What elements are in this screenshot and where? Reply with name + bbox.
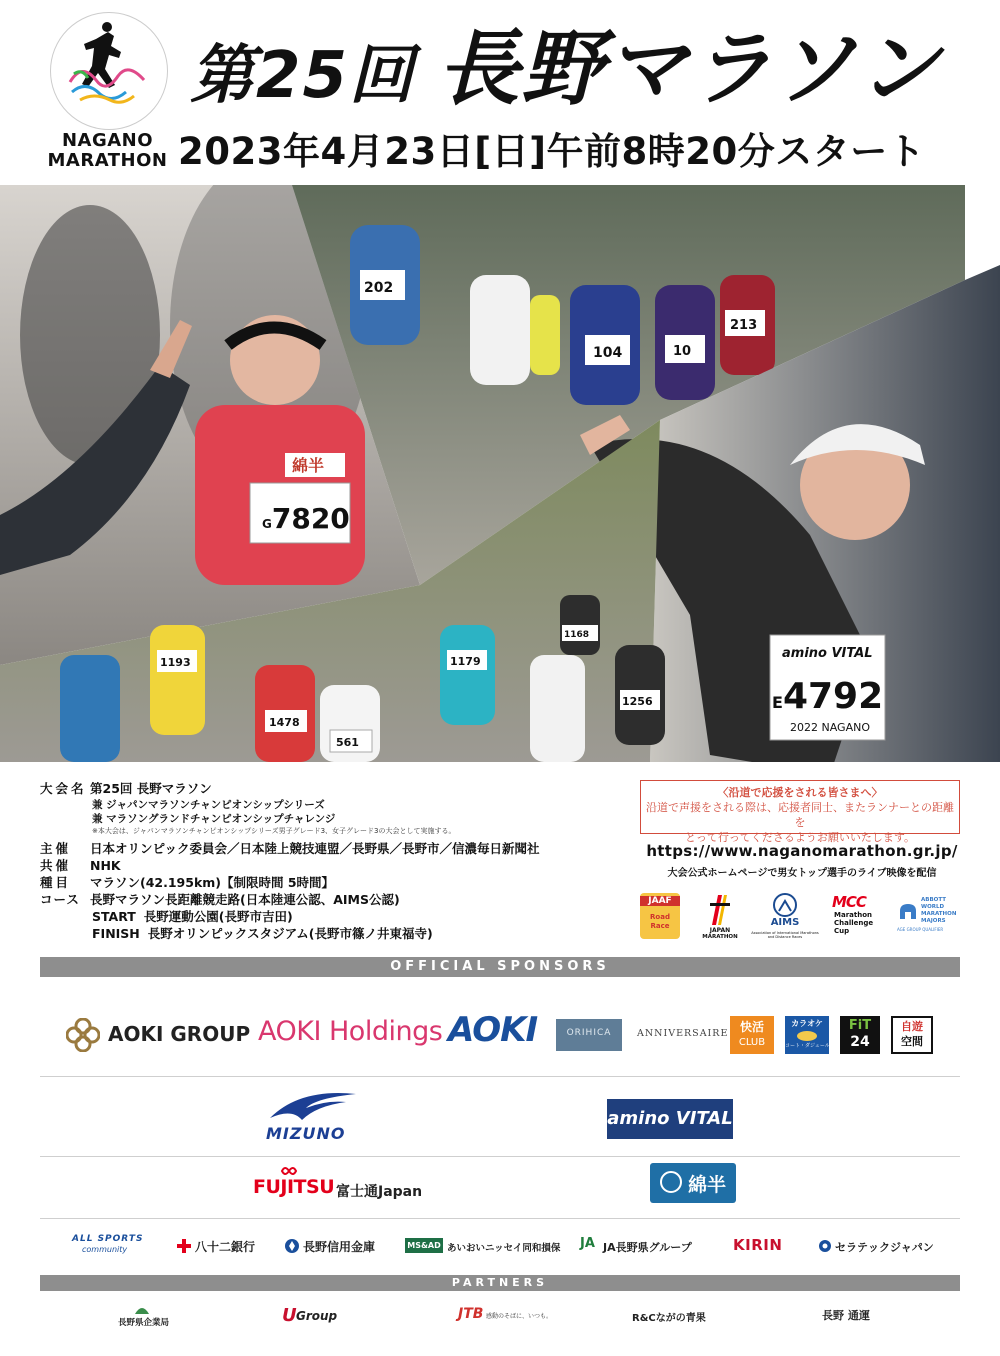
website-url[interactable]: https://www.naganomarathon.gr.jp/ bbox=[646, 842, 958, 860]
svg-text:1256: 1256 bbox=[622, 695, 653, 708]
svg-text:561: 561 bbox=[336, 736, 359, 749]
svg-text:2022 NAGANO: 2022 NAGANO bbox=[790, 721, 870, 734]
ugroup-logo: Group bbox=[296, 1309, 338, 1323]
co-host-key: 共催 bbox=[40, 858, 72, 873]
finish-row bbox=[92, 925, 433, 942]
series-line-1: 兼 ジャパンマラソンチャンピオンシップシリーズ bbox=[92, 799, 325, 811]
fit24-logo: FiT 24 bbox=[840, 1016, 880, 1054]
nagano-kigyo-logo: 長野県企業局 bbox=[118, 1318, 170, 1328]
aims-runner-icon bbox=[771, 893, 799, 917]
aoki-group-logo: AOKI GROUP bbox=[108, 1022, 251, 1046]
grade-note: ※本大会は、ジャパンマラソンチャンピオンシップシリーズ男子グレード3、女子グレード3の大会として実施する。 bbox=[92, 827, 456, 835]
host-value: 日本オリンピック委員会／日本陸上競技連盟／長野県／長野市／信濃毎日新聞社 bbox=[90, 841, 540, 856]
svg-text:綿半: 綿半 bbox=[292, 456, 325, 475]
start-label: START bbox=[92, 909, 136, 924]
ceratec-mark-icon bbox=[818, 1239, 832, 1253]
live-stream-note: 大会公式ホームページで男女トップ選手のライブ映像を配信 bbox=[667, 868, 937, 879]
svg-text:E4792: E4792 bbox=[772, 676, 884, 717]
series-line-2: 兼 マラソングランドチャンピオンシップチャレンジ bbox=[92, 813, 336, 825]
cheering-notice-heading: 〈沿道で応援をされる皆さまへ〉 bbox=[717, 786, 883, 799]
event-name-value: 第25回 長野マラソン bbox=[90, 781, 212, 796]
svg-text:1179: 1179 bbox=[450, 655, 481, 668]
kirin-logo: KIRIN bbox=[733, 1236, 783, 1254]
course-value: 長野マラソン長距離競走路(日本陸連公認、AIMS公認) bbox=[90, 892, 400, 907]
svg-text:10: 10 bbox=[673, 344, 692, 359]
event-title bbox=[190, 18, 980, 122]
finish-label: FINISH bbox=[92, 926, 140, 941]
nagano-tsuun-logo: 長野 通運 bbox=[822, 1309, 870, 1322]
jtb-tagline: 感動のそばに、いつも。 bbox=[486, 1313, 553, 1320]
event-row bbox=[40, 874, 334, 891]
mizuno-logo: MIZUNO bbox=[266, 1124, 346, 1143]
all-sports-community-sub: community bbox=[82, 1245, 128, 1254]
svg-text:amino VITAL: amino VITAL bbox=[782, 646, 873, 661]
finish-value: 長野オリンピックスタジアム(長野市篠ノ井東福寺) bbox=[147, 926, 433, 941]
host-row bbox=[40, 840, 540, 857]
svg-text:1193: 1193 bbox=[160, 656, 191, 669]
sponsor-divider-2 bbox=[40, 1156, 960, 1157]
watahan-mark-icon bbox=[660, 1171, 682, 1193]
japan-marathon-icon bbox=[700, 893, 740, 927]
start-value: 長野運動公園(長野市吉田) bbox=[143, 909, 293, 924]
jtb-logo: JTB bbox=[458, 1306, 484, 1322]
cheering-notice-line-1: 沿道で声援をされる際は、応援者同士、またランナーとの距離を bbox=[646, 801, 954, 829]
svg-text:G7820: G7820 bbox=[262, 502, 350, 535]
edition-label: 第25回 bbox=[190, 39, 416, 113]
fujitsu-japan-logo: 富士通Japan bbox=[336, 1184, 423, 1200]
ja-nagano-logo: JA長野県グループ bbox=[603, 1241, 692, 1254]
start-date-line: 2023年4月23日[日]午前8時20分スタート bbox=[178, 130, 926, 173]
svg-text:202: 202 bbox=[364, 280, 394, 296]
abbott-wmm-logo: ABBOTT WORLD MARATHON MAJORS AGE GROUP QUALIFIER bbox=[897, 897, 957, 932]
amino-vital-logo: amino VITAL bbox=[607, 1099, 733, 1139]
aims-logo: AIMS Association of International Marathons and Distance Races bbox=[755, 893, 815, 943]
abbott-icon bbox=[897, 901, 919, 923]
title-text: 長野マラソン bbox=[437, 22, 942, 117]
sponsor-divider-3 bbox=[40, 1218, 960, 1219]
co-host-value: NHK bbox=[90, 858, 121, 873]
logo-word-marathon: MARATHON bbox=[47, 150, 168, 171]
fujitsu-infinity-icon bbox=[280, 1164, 298, 1178]
event-value: マラソン(42.195km)【制限時間 5時間】 bbox=[90, 875, 335, 890]
event-name-row bbox=[40, 780, 212, 797]
svg-text:104: 104 bbox=[593, 345, 623, 361]
svg-text:213: 213 bbox=[730, 318, 758, 333]
co-host-row bbox=[40, 857, 121, 874]
kigyo-mark-icon bbox=[134, 1303, 150, 1315]
event-key: 種目 bbox=[40, 875, 72, 890]
start-row bbox=[92, 908, 293, 925]
aioi-nissay-logo: あいおいニッセイ同和損保 bbox=[447, 1243, 561, 1254]
mizuno-runbird-icon bbox=[268, 1090, 358, 1126]
japan-marathon-logo: JAPAN MARATHON bbox=[700, 893, 740, 943]
partners-bar: PARTNERS bbox=[40, 1275, 960, 1291]
runner-icon bbox=[50, 12, 166, 128]
aoki-holdings-logo: AOKI Holdings bbox=[258, 1016, 443, 1047]
all-sports-community-logo: ALL SPORTS bbox=[72, 1234, 144, 1244]
watahan-logo: 綿半 bbox=[650, 1163, 736, 1203]
course-key: コース bbox=[40, 892, 80, 907]
aoki-logo: AOKI bbox=[448, 1010, 538, 1050]
official-sponsors-bar: OFFICIAL SPONSORS bbox=[40, 957, 960, 977]
svg-text:1168: 1168 bbox=[564, 630, 590, 640]
hachijuni-bank-logo: 八十二銀行 bbox=[195, 1240, 256, 1254]
fujitsu-logo: FUJITSU bbox=[253, 1176, 335, 1198]
kaikatsu-club-logo: 快活 CLUB bbox=[730, 1016, 774, 1054]
event-name-key: 大会名 bbox=[40, 781, 87, 796]
cheering-notice bbox=[640, 780, 960, 844]
svg-text:1478: 1478 bbox=[269, 716, 300, 729]
nagano-shinkin-logo: 長野信用金庫 bbox=[303, 1240, 376, 1254]
shinkin-mark-icon bbox=[284, 1238, 300, 1254]
ugroup-mark-icon: U bbox=[282, 1305, 297, 1326]
cheering-notice-line-2: とって行ってくださるようお願いいたします。 bbox=[685, 831, 915, 844]
course-row bbox=[40, 891, 400, 908]
host-key: 主催 bbox=[40, 841, 72, 856]
aoki-group-mark-icon bbox=[66, 1018, 100, 1052]
jiyu-kukan-logo: 自遊 空間 bbox=[891, 1016, 933, 1054]
orihica-logo: ORIHICA bbox=[556, 1019, 622, 1051]
mcc-logo: MCC Marathon Challenge Cup bbox=[832, 893, 874, 935]
jaaf-road-race-logo: JAAF Road Race bbox=[640, 893, 680, 939]
rc-nagano-seika-logo: R&Cながの青果 bbox=[632, 1313, 706, 1324]
ceratec-japan-logo: セラテックジャパン bbox=[835, 1241, 934, 1254]
photo-collage bbox=[0, 185, 1000, 762]
hachijuni-mark-icon bbox=[177, 1239, 191, 1253]
logo-word-nagano: NAGANO bbox=[61, 130, 154, 151]
sponsor-divider-1 bbox=[40, 1076, 960, 1077]
ja-mark-icon: JA bbox=[580, 1236, 595, 1251]
anniversaire-logo: ANNIVERSAIRE bbox=[637, 1028, 729, 1039]
msad-logo: MS&AD bbox=[405, 1238, 443, 1253]
cote-dazur-logo: カラオケ コート・ダジュール bbox=[785, 1016, 829, 1054]
nagano-marathon-logo bbox=[40, 12, 175, 172]
